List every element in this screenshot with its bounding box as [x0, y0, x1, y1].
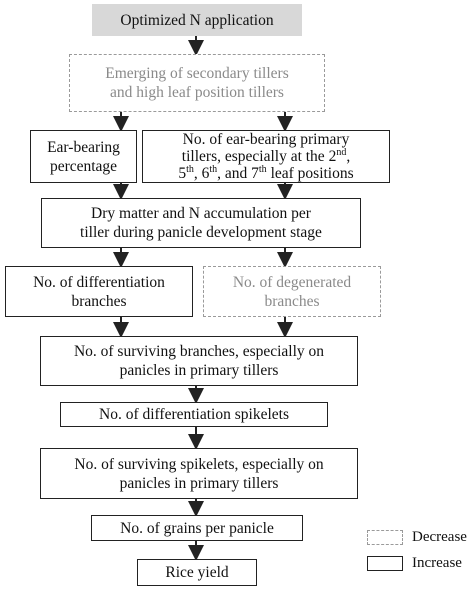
legend-increase-swatch [367, 556, 403, 571]
node-label: branches [264, 292, 320, 310]
node-label: Ear-bearing [47, 138, 120, 156]
node-label: tiller during panicle development stage [80, 224, 322, 241]
node-dry-matter-accumulation [41, 198, 361, 248]
legend-decrease-label: Decrease [412, 529, 467, 545]
node-label: branches [71, 292, 127, 310]
node-label: No. of surviving branches, especially on [73, 343, 325, 360]
node-label: panicles in primary tillers [119, 474, 279, 492]
legend-increase-label: Increase [412, 555, 462, 571]
node-grains-per-panicle [91, 515, 303, 541]
node-emerging-tillers [69, 54, 325, 112]
node-label: tillers, especially at the 2nd, [181, 146, 351, 165]
node-degenerated-branches [203, 266, 381, 317]
node-label: 5th, 6th, and 7th leaf positions [178, 163, 354, 182]
node-label: No. of differentiation spikelets [99, 406, 289, 423]
node-label: No. of surviving spikelets, especially on [74, 455, 324, 473]
node-surviving-branches [40, 336, 358, 386]
node-label: No. of differentiation [33, 273, 165, 291]
node-label: and high leaf position tillers [110, 84, 284, 101]
node-differentiation-spikelets [60, 402, 328, 427]
node-label: No. of degenerated [232, 273, 352, 291]
legend-decrease-swatch [367, 530, 403, 545]
node-label: panicles in primary tillers [119, 362, 279, 379]
node-differentiation-branches [5, 266, 193, 317]
node-label: Optimized N application [120, 11, 274, 29]
node-label: percentage [49, 157, 118, 175]
node-surviving-spikelets [40, 448, 358, 499]
node-label: No. of grains per panicle [120, 519, 274, 537]
node-ear-bearing-primary-tillers [142, 130, 390, 183]
node-rice-yield [137, 559, 257, 586]
node-label: No. of ear-bearing primary [182, 131, 350, 148]
node-label: Emerging of secondary tillers [105, 65, 289, 82]
node-optimized-n-application [92, 4, 302, 36]
node-ear-bearing-percentage [30, 130, 137, 183]
node-label: Rice yield [165, 564, 229, 581]
node-label: Dry matter and N accumulation per [91, 205, 311, 222]
